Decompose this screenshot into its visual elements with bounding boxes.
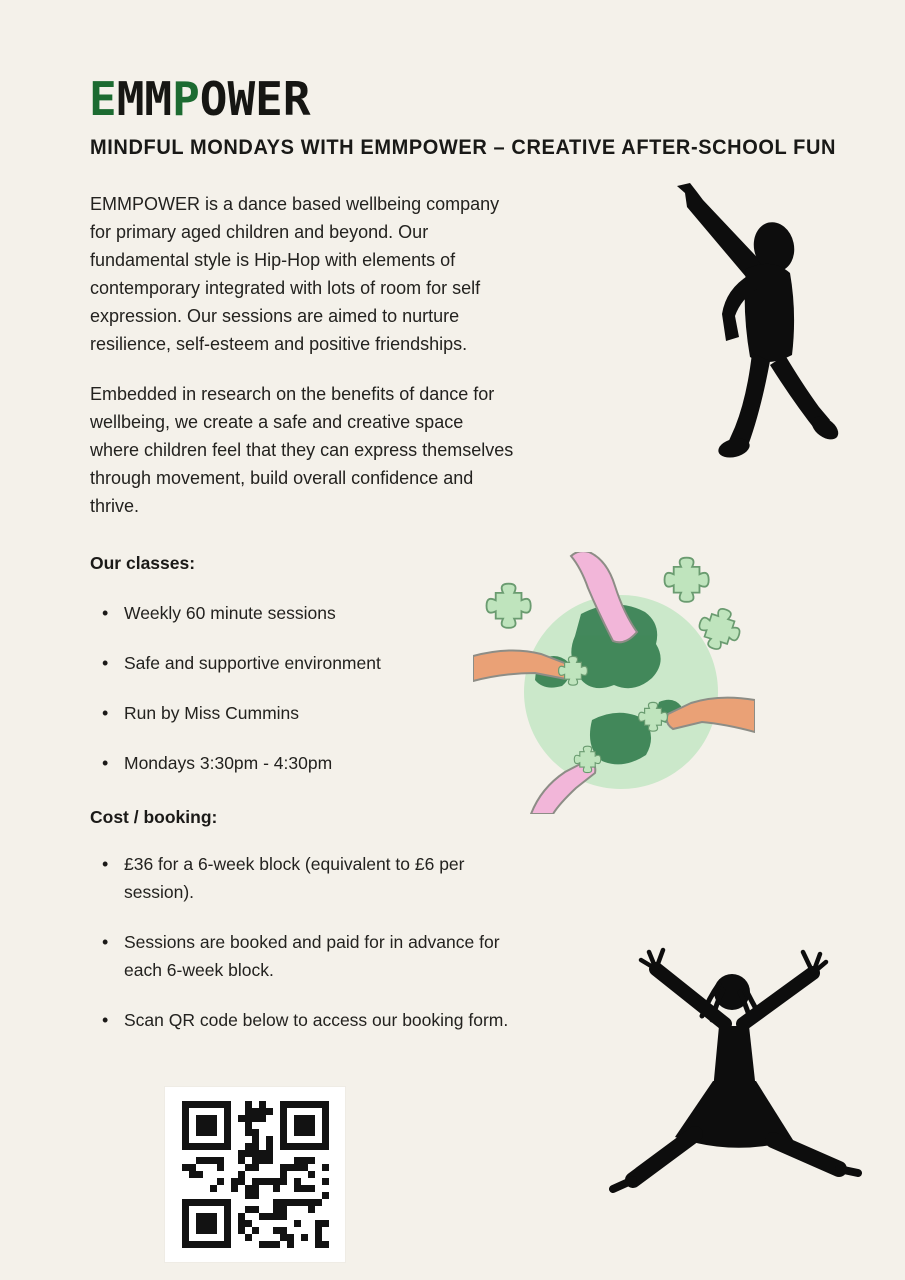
intro-paragraph-1: EMMPOWER is a dance based wellbeing company for primary aged children and beyond. Our fundamental style is Hip-Hop with elements of contemporary integrated with lots of room for self expression. Our sessions are aimed to nurture resilience, self-esteem and positive friendships. [90, 194, 500, 354]
logo-letter-p: P [172, 72, 200, 126]
hands-globe-puzzle-illustration-icon [473, 552, 755, 814]
list-item: • Run by Miss Cummins [124, 702, 514, 724]
qr-card [165, 1087, 345, 1262]
list-item: • £36 for a 6-week block (equivalent to £6 per session). [124, 850, 514, 906]
cost-booking-heading: Cost / booking: [90, 807, 218, 827]
emmpower-logo [89, 72, 311, 126]
logo-letter-e: E [89, 72, 117, 126]
classes-heading: Our classes: [90, 553, 196, 573]
cost-booking-list [90, 850, 514, 1034]
flyer-subtitle: MINDFUL MONDAYS WITH EMMPOWER – CREATIVE AFTER-SCHOOL FUN [90, 136, 837, 160]
logo-letters-ower: OWER [199, 72, 311, 126]
classes-list [90, 602, 514, 774]
boy-dancer-silhouette-icon [633, 183, 865, 461]
logo-letters-mm: MM [116, 72, 173, 126]
intro-paragraph-2: Embedded in research on the benefits of dance for wellbeing, we create a safe and creative space where children feel that they can express themselves through movement, build overall confidence and thrive. [90, 384, 514, 516]
main-text-column [90, 190, 514, 1034]
list-item: • Weekly 60 minute sessions [124, 602, 514, 624]
booking-qr-code-icon [182, 1101, 329, 1248]
list-item: • Safe and supportive environment [124, 652, 514, 674]
girl-jump-silhouette-icon [592, 942, 868, 1204]
list-item: • Mondays 3:30pm - 4:30pm [124, 752, 514, 774]
list-item: • Sessions are booked and paid for in advance for each 6-week block. [124, 928, 514, 984]
list-item: • Scan QR code below to access our booking form. [124, 1006, 514, 1034]
